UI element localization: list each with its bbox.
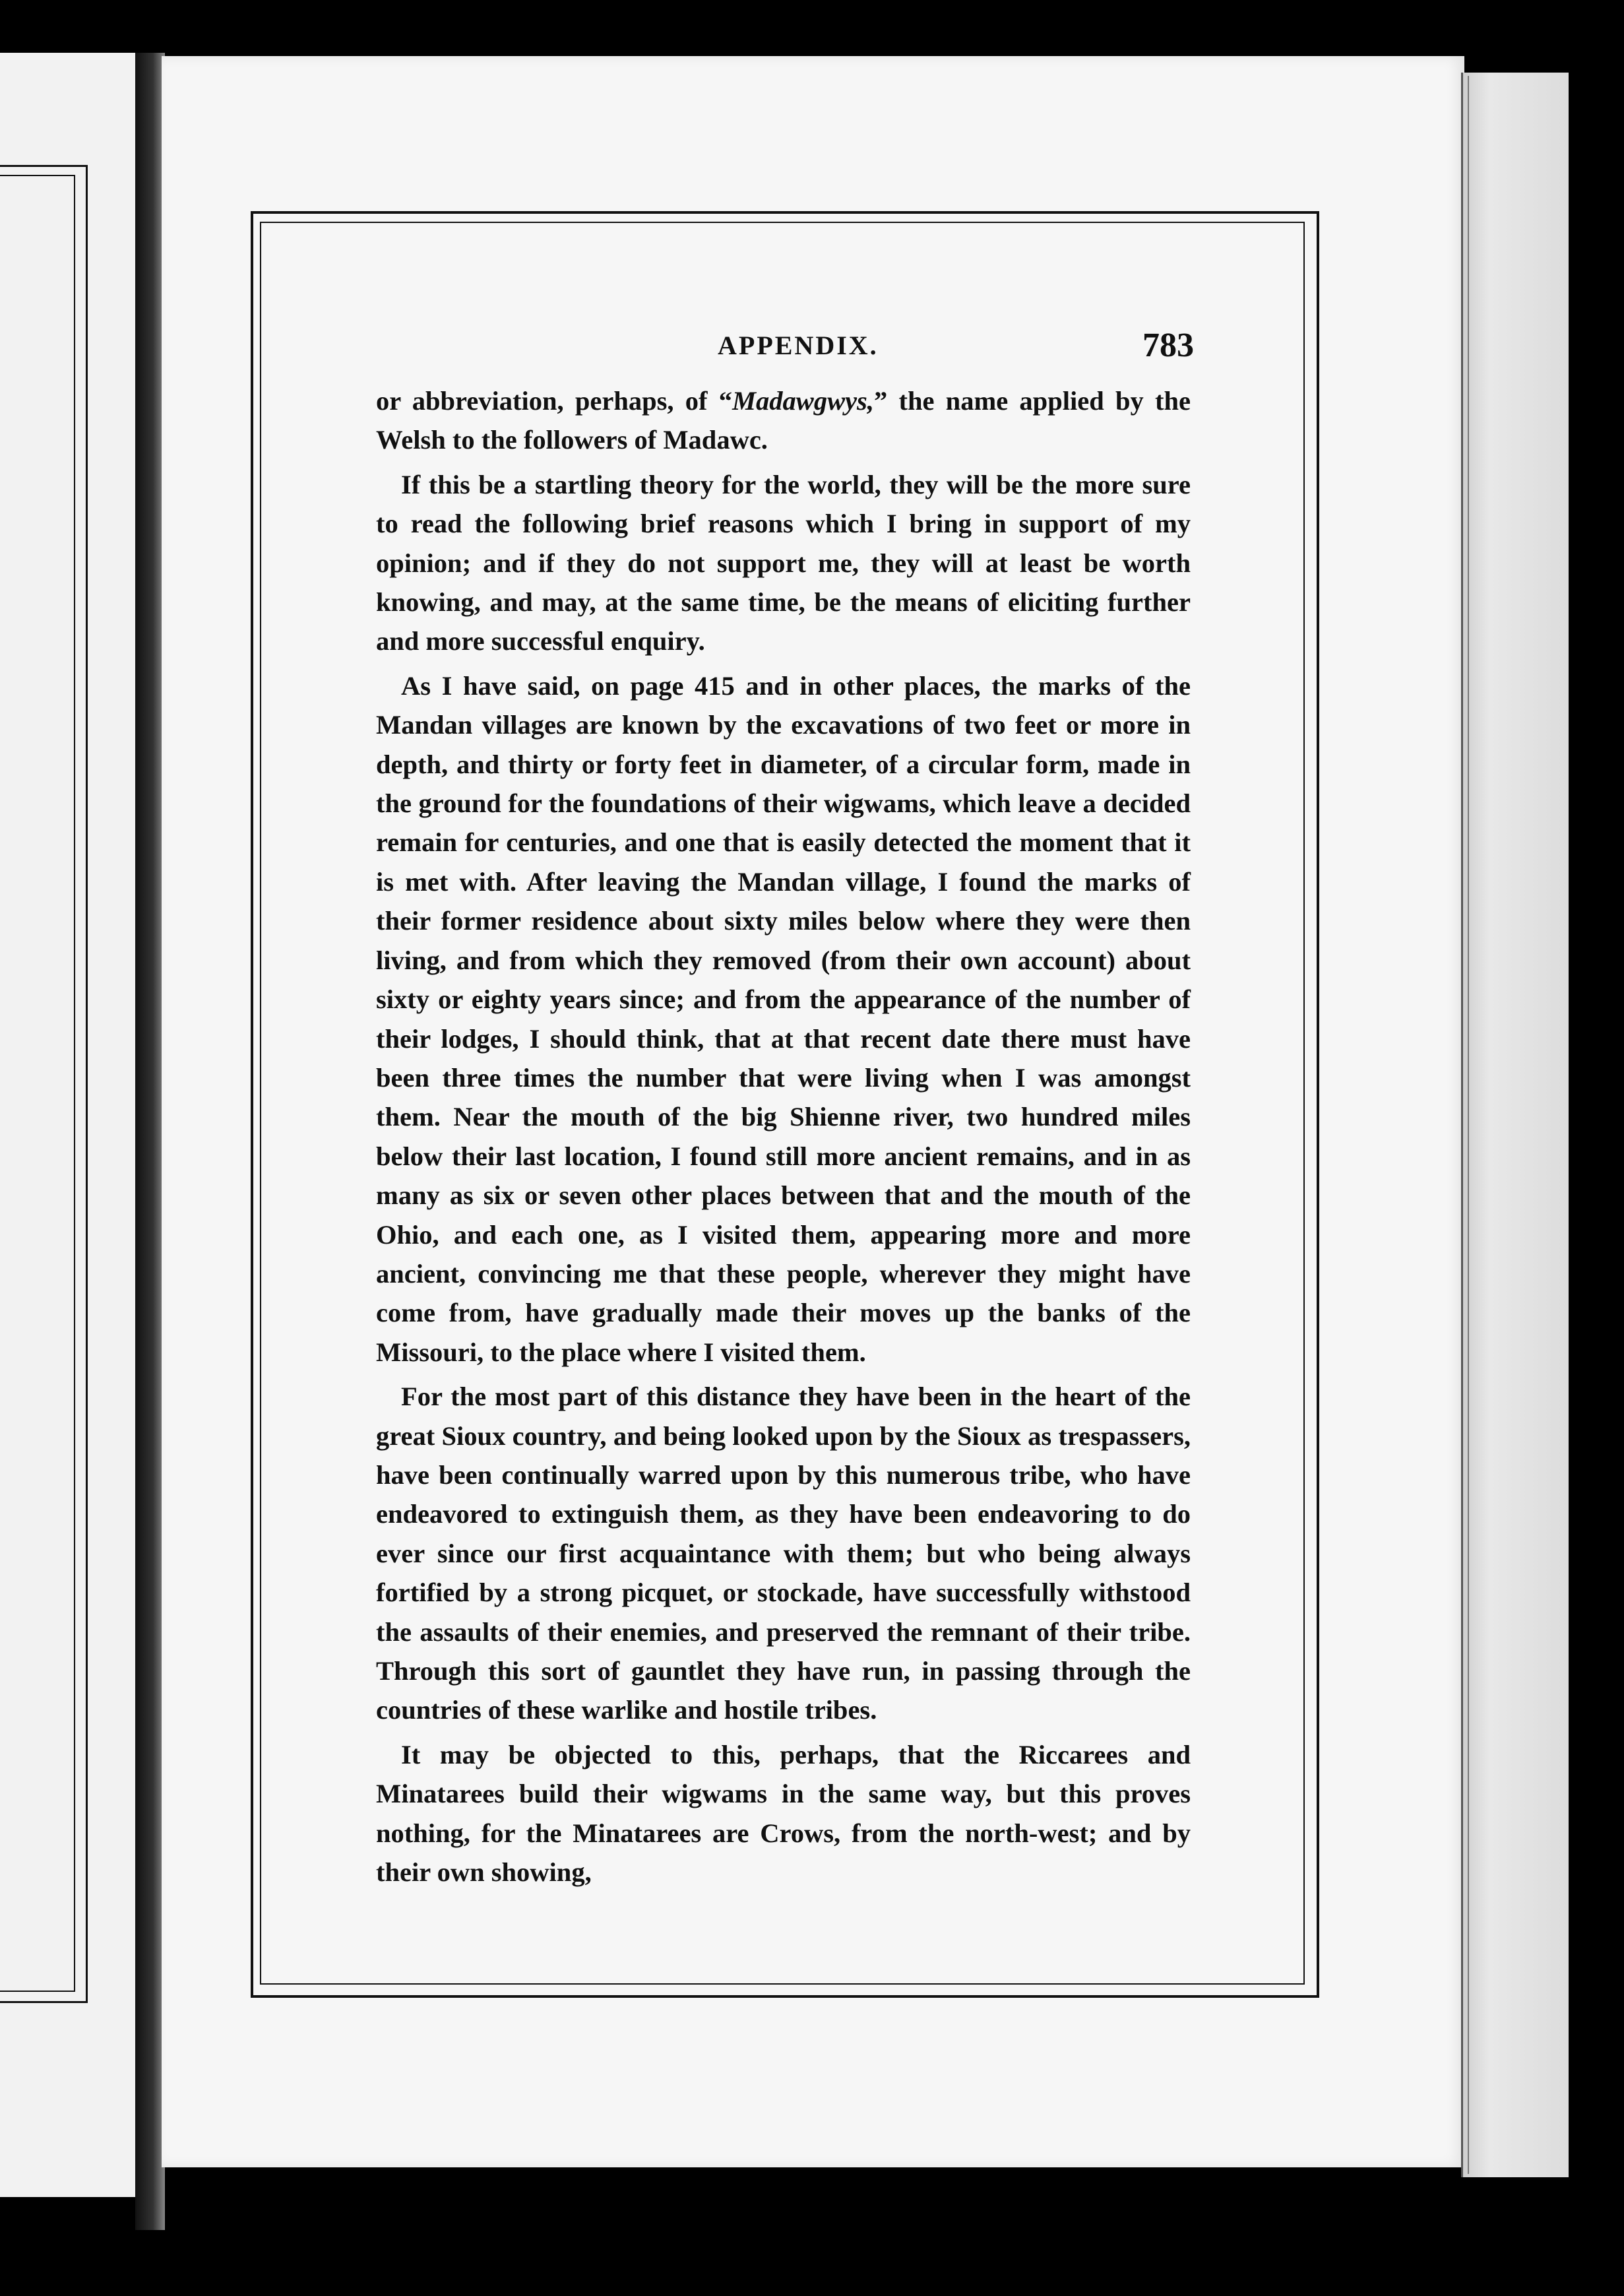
paragraph-2: If this be a startling theory for the world, they will be the more sure to read the following brief reasons which I bring in support of my opinion; and if they do not support me, they will at least be worth knowing, and may, at the same time, be the means of eliciting further and more successful enquiry. — [376, 469, 1191, 656]
paragraph-5: It may be objected to this, perhaps, that the Riccarees and Minatarees build their wigwams in the same way, but this proves nothing, for the Minatarees are Crows, from the north-west; and by their own showing, — [376, 1739, 1191, 1888]
paragraph-1-text-before: or abbreviation, perhaps, of “ — [376, 386, 733, 416]
body-text — [376, 381, 1191, 1897]
paragraph-1 — [376, 381, 1191, 460]
paragraph-1-text-after: ” the name applied by the Welsh to the followers of Madawc. — [376, 386, 1191, 455]
page-number: 783 — [1142, 327, 1194, 364]
book-spine-gutter — [135, 53, 165, 2230]
previous-page-frame-inner — [0, 175, 75, 1992]
paragraph-3: As I have said, on page 415 and in other places, the marks of the Mandan villages are known by the excavations of two feet or more in depth, and thirty or forty feet in diameter, of a circular form, made in the ground for the foundations of their wigwams, which leave a decided remain for centuries, and one that is easily detected the moment that it is met with. After leaving the Mandan village, I found the marks of their former residence about sixty miles below where they were then living, and from which they removed (from their own account) about sixty or eighty years since; and from the appearance of the number of their lodges, I should think, that at that recent date there must have been three times the number that were living when I was amongst them. Near the mouth of the big Shienne river, two hundred miles below their last location, I found still more ancient remains, and in as many as six or seven other places between that and the mouth of the Ohio, and each one, as I visited them, appearing more and more ancient, convincing me that these people, wherever they might have come from, have gradually made their moves up the banks of the Missouri, to the place where I visited them. — [376, 670, 1191, 1367]
running-head: APPENDIX. — [718, 331, 879, 360]
page-header — [369, 327, 1194, 369]
page-stack-edge — [1461, 73, 1569, 2177]
page-stack-line — [1468, 76, 1469, 2174]
paragraph-1-italic-term: Madawgwys, — [732, 386, 874, 416]
paragraph-4: For the most part of this distance they have been in the heart of the great Sioux country, and being looked upon by the Sioux as trespassers, have been continually warred upon by this numerous tribe, who have endeavored to extinguish them, as they have been endeavoring to do ever since our first acquaintance with them; but who being always fortified by a strong picquet, or stockade, have successfully withstood the assaults of their enemies, and preserved the remnant of their tribe. Through this sort of gauntlet they have run, in passing through the countries of these warlike and hostile tribes. — [376, 1382, 1191, 1725]
